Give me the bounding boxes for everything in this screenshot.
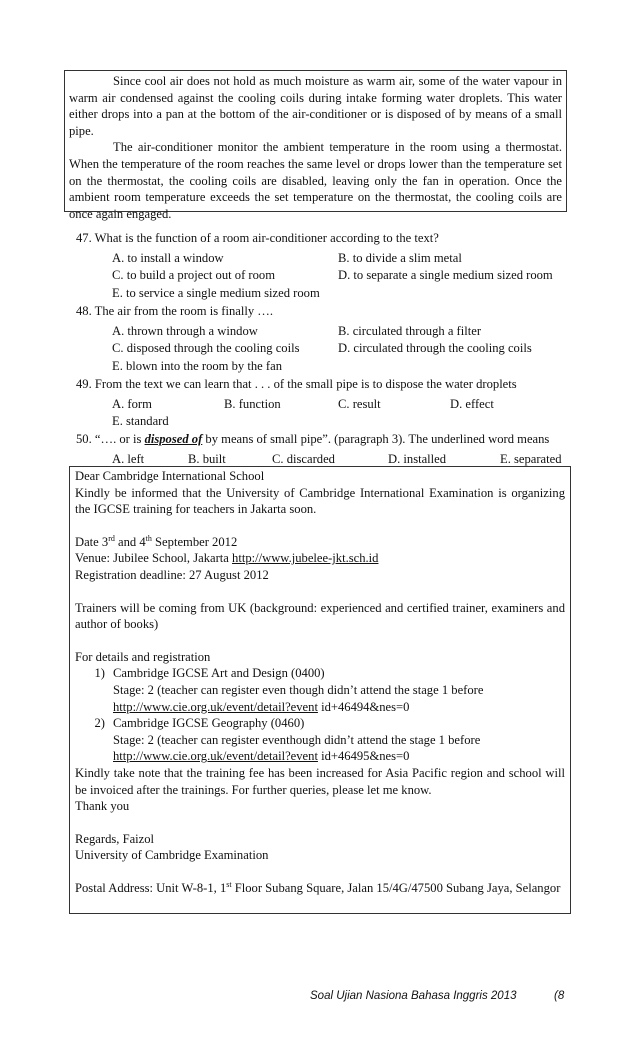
letter-greeting: Dear Cambridge International School bbox=[75, 469, 265, 483]
footer-title: Soal Ujian Nasiona Bahasa Inggris 2013 bbox=[310, 990, 517, 1002]
option-c: C. discarded bbox=[272, 451, 335, 466]
option-d: D. circulated through the cooling coils bbox=[338, 341, 532, 356]
venue-link[interactable]: http://www.jubelee-jkt.sch.id bbox=[232, 551, 379, 566]
question-48 bbox=[76, 303, 576, 376]
option-b: B. circulated through a filter bbox=[338, 323, 482, 338]
option-d: D. installed bbox=[388, 451, 447, 466]
passage-paragraph: Since cool air does not hold as much moisture as warm air, some of the water vapour in warm air condensed against the cooling coils during intake forming water droplets. This water either drops into a pan at the bottom of the air-conditioner or is disposed of by means of a small pipe. bbox=[69, 74, 562, 138]
page-footer bbox=[310, 988, 570, 1005]
list-item: 2) Cambridge IGCSE Geography (0460) bbox=[94, 716, 305, 731]
letter-intro: Kindly be informed that the University of Cambridge International Examination is organizing the IGCSE training for teachers in Jakarta soon. bbox=[75, 485, 565, 517]
thanks: Thank you bbox=[75, 799, 130, 814]
option-d: D. to separate a single medium sized room bbox=[338, 268, 553, 283]
underlined-word: disposed of bbox=[144, 432, 203, 447]
registration-deadline: Registration deadline: 27 August 2012 bbox=[75, 567, 269, 582]
registration-link-line: http://www.cie.org.uk/event/detail?event id+46495&nes=0 bbox=[113, 749, 410, 764]
stage-note: Stage: 2 (teacher can register even though didn’t attend the stage 1 before bbox=[113, 682, 484, 697]
postal-address: Postal Address: Unit W-8-1, 1st Floor Subang Square, Jalan 15/4G/47500 Subang Jaya, Selangor bbox=[75, 879, 561, 895]
question-text: 47. What is the function of a room air-conditioner according to the text? bbox=[76, 231, 439, 245]
option-e: E. standard bbox=[112, 414, 169, 429]
registration-link-line: http://www.cie.org.uk/event/detail?event id+46494&nes=0 bbox=[113, 699, 410, 714]
option-b: B. function bbox=[224, 396, 281, 411]
option-b: B. to divide a slim metal bbox=[338, 250, 462, 265]
questions bbox=[76, 230, 576, 469]
passage-paragraph: The air-conditioner monitor the ambient temperature in the room using a thermostat. When the temperature of the room reaches the same level or drops lower than the temperature set on the thermostat, the cooling coils are disabled, leaving only the fan in operation. Once the ambient room temperature exceeds the set temperature on the thermostat, the cooling coils are once again engaged. bbox=[69, 140, 562, 221]
fee-note: Kindly take note that the training fee has been increased for Asia Pacific region and school will be invoiced after the trainings. For further queries, please let me know. bbox=[75, 765, 565, 797]
question-text: 49. From the text we can learn that . . . of the small pipe is to dispose the water droplets bbox=[76, 376, 517, 391]
reading-passage bbox=[64, 70, 567, 221]
organization: University of Cambridge Examination bbox=[75, 848, 269, 863]
question-50 bbox=[76, 431, 576, 468]
option-b: B. built bbox=[188, 451, 226, 466]
course-list bbox=[75, 665, 565, 765]
option-c: C. to build a project out of room bbox=[112, 268, 275, 283]
details-heading: For details and registration bbox=[75, 649, 211, 664]
question-47 bbox=[76, 230, 576, 303]
signature: Regards, Faizol bbox=[75, 831, 155, 846]
option-c: C. disposed through the cooling coils bbox=[112, 341, 300, 356]
invitation-letter bbox=[69, 466, 571, 914]
question-49 bbox=[76, 376, 576, 431]
option-a: A. thrown through a window bbox=[112, 323, 258, 338]
option-e: E. separated bbox=[500, 451, 562, 466]
stage-note: Stage: 2 (teacher can register eventhough didn’t attend the stage 1 before bbox=[113, 732, 481, 747]
option-e: E. to service a single medium sized room bbox=[112, 286, 320, 301]
option-e: E. blown into the room by the fan bbox=[112, 359, 282, 374]
page-number: (8 bbox=[554, 990, 565, 1002]
registration-link[interactable]: http://www.cie.org.uk/event/detail?event bbox=[113, 749, 318, 764]
question-text: 48. The air from the room is finally …. bbox=[76, 303, 274, 318]
event-venue: Venue: Jubilee School, Jakarta http://www.jubelee-jkt.sch.id bbox=[75, 551, 379, 566]
trainers-info: Trainers will be coming from UK (background: experienced and certified trainer, examiners and author of books) bbox=[75, 600, 565, 632]
option-d: D. effect bbox=[450, 396, 494, 411]
question-text: 50. “…. or is disposed of by means of small pipe”. (paragraph 3). The underlined word means bbox=[76, 432, 550, 447]
registration-link[interactable]: http://www.cie.org.uk/event/detail?event bbox=[113, 699, 318, 714]
option-a: A. left bbox=[112, 451, 145, 466]
option-a: A. to install a window bbox=[112, 250, 224, 265]
event-date: Date 3rd and 4th September 2012 bbox=[75, 533, 238, 549]
option-c: C. result bbox=[338, 396, 381, 411]
option-a: A. form bbox=[112, 396, 152, 411]
list-item: 1) Cambridge IGCSE Art and Design (0400) bbox=[94, 666, 325, 681]
